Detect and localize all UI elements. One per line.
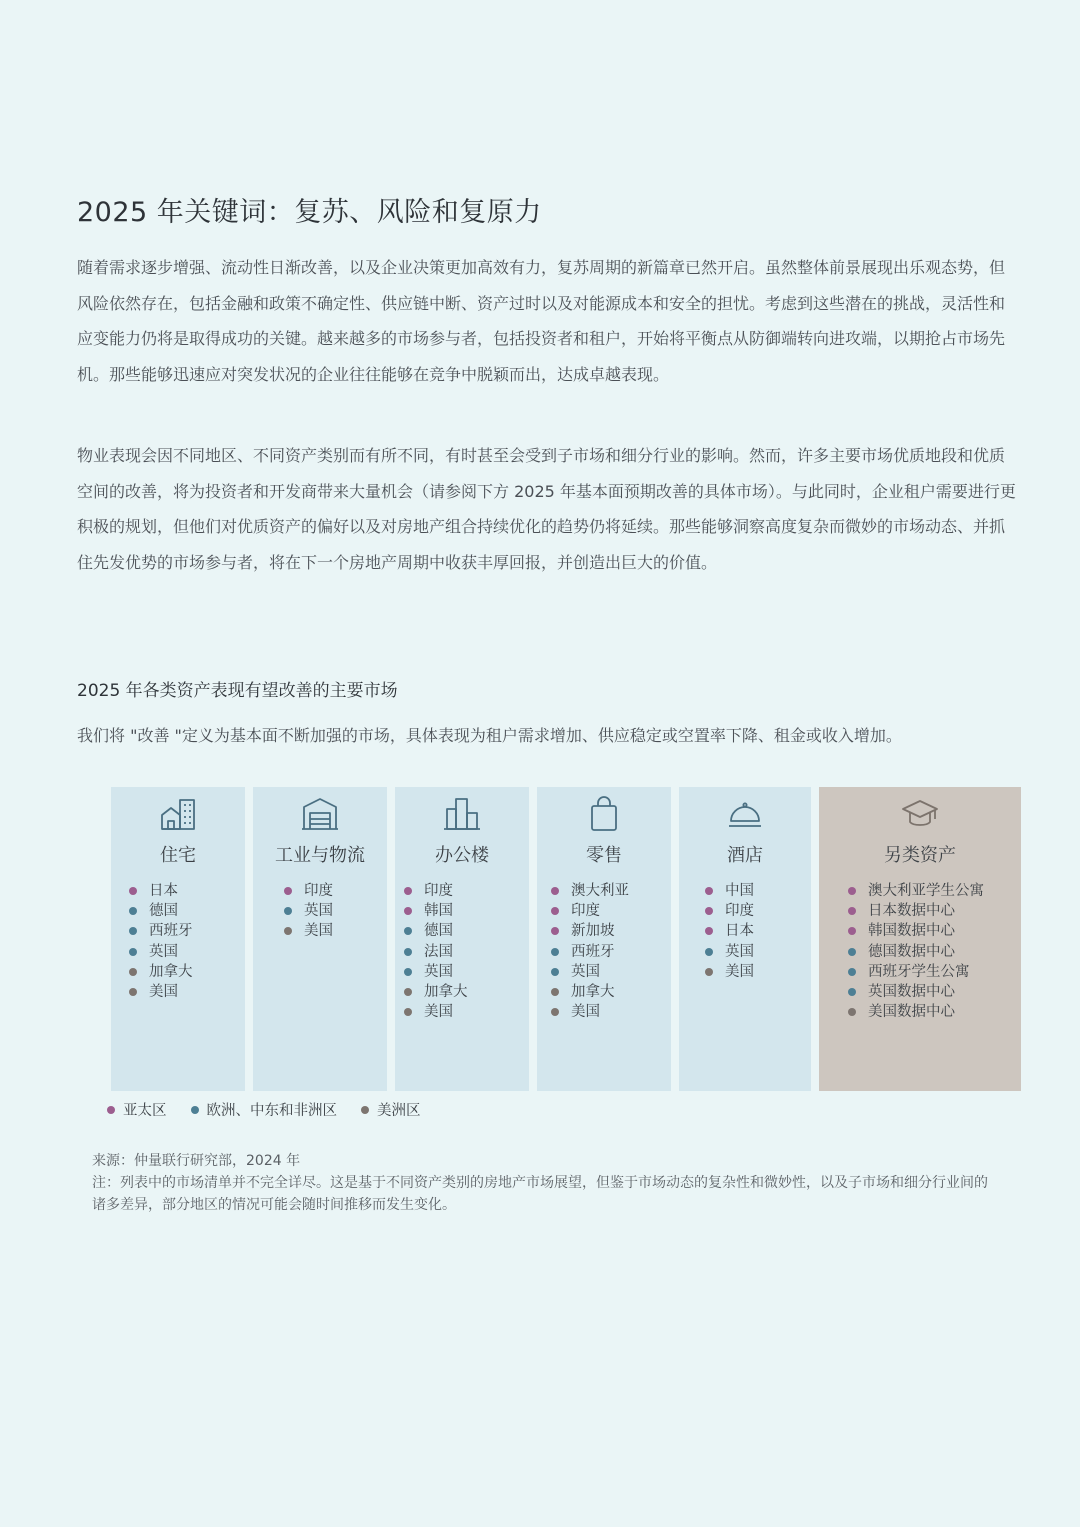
market-item bbox=[551, 982, 629, 1002]
region-dot bbox=[129, 927, 137, 935]
graduation-cap-icon bbox=[819, 795, 1021, 833]
market-name: 韩国数据中心 bbox=[868, 923, 955, 940]
region-dot bbox=[404, 948, 412, 956]
market-item bbox=[705, 942, 754, 962]
asset-column bbox=[395, 787, 529, 1091]
region-dot bbox=[848, 968, 856, 976]
asset-column bbox=[111, 787, 245, 1091]
market-name: 英国数据中心 bbox=[868, 983, 955, 1000]
body-paragraph: 物业表现会因不同地区、不同资产类别而有所不同，有时甚至会受到子市场和细分行业的影响。然而，许多主要市场优质地段和优质空间的改善，将为投资者和开发商带来大量机会（请参阅下方 2025 年基本面预期改善的具体市场）。与此同时，企业租户需要进行更积极的规划，但他们对优质资产的偏好以及对房地产组合持续优化的趋势仍将延续。那些能够洞察高度复杂而微妙的市场动态、并抓住先发优势的市场参与者，将在下一个房地产周期中收获丰厚回报，并创造出巨大的价值。 bbox=[77, 446, 1016, 572]
asset-column-title: 零售 bbox=[586, 845, 622, 866]
source-text: 来源：仲量联行研究部，2024 年 bbox=[92, 1153, 301, 1169]
market-item bbox=[129, 901, 193, 921]
market-name: 美国 bbox=[725, 963, 754, 980]
market-item bbox=[848, 982, 984, 1002]
market-name: 英国 bbox=[304, 903, 333, 920]
market-list bbox=[848, 881, 984, 1022]
market-item bbox=[848, 901, 984, 921]
market-item bbox=[404, 901, 468, 921]
market-item bbox=[129, 982, 193, 1002]
asset-column-title: 酒店 bbox=[727, 845, 763, 866]
residential-building-icon bbox=[111, 795, 245, 833]
market-list bbox=[705, 881, 754, 982]
market-name: 日本 bbox=[725, 923, 754, 940]
market-list bbox=[129, 881, 193, 1002]
region-dot bbox=[129, 887, 137, 895]
region-dot bbox=[129, 907, 137, 915]
definition-text: 我们将 "改善 "定义为基本面不断加强的市场，具体表现为租户需求增加、供应稳定或空置率下降、租金或收入增加。 bbox=[77, 726, 902, 745]
market-name: 西班牙 bbox=[149, 923, 193, 940]
region-dot bbox=[284, 927, 292, 935]
market-item bbox=[848, 942, 984, 962]
region-dot bbox=[551, 948, 559, 956]
market-list bbox=[551, 881, 629, 1022]
region-dot bbox=[705, 927, 713, 935]
region-dot bbox=[404, 1008, 412, 1016]
market-name: 德国数据中心 bbox=[868, 943, 955, 960]
region-dot bbox=[404, 968, 412, 976]
region-dot bbox=[129, 968, 137, 976]
market-item bbox=[551, 921, 629, 941]
market-name: 美国 bbox=[304, 923, 333, 940]
region-dot bbox=[848, 887, 856, 895]
footnote-text: 注：列表中的市场清单并不完全详尽。这是基于不同资产类别的房地产市场展望，但鉴于市场动态的复杂性和微妙性，以及子市场和细分行业间的诸多差异，部分地区的情况可能会随时间推移而发生变化。 bbox=[92, 1175, 988, 1213]
region-dot bbox=[705, 948, 713, 956]
market-item bbox=[404, 1002, 468, 1022]
market-item bbox=[848, 962, 984, 982]
region-legend bbox=[107, 1099, 445, 1120]
market-name: 日本 bbox=[149, 883, 178, 899]
region-dot bbox=[848, 988, 856, 996]
region-dot bbox=[705, 968, 713, 976]
market-name: 印度 bbox=[571, 903, 600, 920]
market-name: 加拿大 bbox=[149, 963, 193, 980]
shopping-bag-icon bbox=[537, 795, 671, 833]
service-bell-icon bbox=[679, 795, 811, 833]
asset-column-title: 另类资产 bbox=[884, 845, 956, 866]
asset-column-title: 住宅 bbox=[160, 845, 196, 866]
legend-item bbox=[361, 1099, 421, 1120]
asset-column bbox=[819, 787, 1021, 1091]
region-dot bbox=[404, 927, 412, 935]
market-item bbox=[848, 921, 984, 941]
market-name: 印度 bbox=[725, 903, 754, 920]
market-name: 美国 bbox=[424, 1004, 453, 1021]
market-item bbox=[404, 962, 468, 982]
market-item bbox=[551, 962, 629, 982]
market-item bbox=[551, 942, 629, 962]
market-item bbox=[404, 942, 468, 962]
market-item bbox=[848, 881, 984, 901]
intro-paragraph: 随着需求逐步增强、流动性日渐改善，以及企业决策更加高效有力，复苏周期的新篇章已然开启。虽然整体前景展现出乐观态势，但风险依然存在，包括金融和政策不确定性、供应链中断、资产过时以及对能源成本和安全的担忧。考虑到这些潜在的挑战，灵活性和应变能力仍将是取得成功的关键。越来越多的市场参与者，包括投资者和租户，开始将平衡点从防御端转向进攻端，以期抢占市场先机。那些能够迅速应对突发状况的企业往往能够在竞争中脱颖而出，达成卓越表现。 bbox=[77, 258, 1006, 384]
asset-column bbox=[253, 787, 387, 1091]
asset-column bbox=[537, 787, 671, 1091]
market-name: 英国 bbox=[149, 943, 178, 960]
market-name: 法国 bbox=[424, 943, 453, 960]
region-dot bbox=[129, 988, 137, 996]
market-item bbox=[129, 881, 193, 901]
legend-item bbox=[107, 1099, 167, 1120]
market-name: 美国数据中心 bbox=[868, 1004, 955, 1021]
market-name: 英国 bbox=[725, 943, 754, 960]
region-dot bbox=[551, 907, 559, 915]
source-note bbox=[92, 1150, 992, 1216]
market-item bbox=[404, 881, 468, 901]
asset-column-title: 办公楼 bbox=[435, 845, 489, 866]
market-name: 新加坡 bbox=[571, 923, 615, 940]
market-list bbox=[284, 881, 333, 942]
region-dot bbox=[404, 988, 412, 996]
market-item bbox=[551, 1002, 629, 1022]
page-title: 2025 年关键词：复苏、风险和复原力 bbox=[77, 197, 542, 228]
region-dot bbox=[404, 887, 412, 895]
region-dot bbox=[848, 927, 856, 935]
market-item bbox=[129, 962, 193, 982]
legend-dot bbox=[107, 1106, 115, 1114]
legend-item bbox=[191, 1099, 338, 1120]
market-item bbox=[848, 1002, 984, 1022]
legend-label: 亚太区 bbox=[123, 1103, 167, 1119]
market-item bbox=[404, 982, 468, 1002]
region-dot bbox=[705, 907, 713, 915]
market-item bbox=[129, 942, 193, 962]
market-name: 德国 bbox=[424, 923, 453, 940]
region-dot bbox=[551, 1008, 559, 1016]
region-dot bbox=[551, 887, 559, 895]
region-dot bbox=[551, 927, 559, 935]
region-dot bbox=[551, 968, 559, 976]
region-dot bbox=[551, 988, 559, 996]
office-tower-icon bbox=[395, 795, 529, 833]
market-name: 西班牙 bbox=[571, 943, 615, 960]
market-name: 英国 bbox=[424, 963, 453, 980]
market-item bbox=[551, 901, 629, 921]
market-name: 德国 bbox=[149, 903, 178, 920]
legend-label: 美洲区 bbox=[377, 1103, 421, 1119]
market-name: 加拿大 bbox=[571, 983, 615, 1000]
legend-label: 欧洲、中东和非洲区 bbox=[206, 1103, 337, 1119]
region-dot bbox=[705, 887, 713, 895]
market-name: 西班牙学生公寓 bbox=[868, 963, 970, 980]
market-name: 澳大利亚学生公寓 bbox=[868, 883, 984, 899]
legend-dot bbox=[361, 1106, 369, 1114]
market-item bbox=[284, 921, 333, 941]
market-item bbox=[705, 901, 754, 921]
market-name: 中国 bbox=[725, 883, 754, 899]
market-name: 美国 bbox=[149, 983, 178, 1000]
market-item bbox=[284, 881, 333, 901]
market-name: 韩国 bbox=[424, 903, 453, 920]
legend-dot bbox=[191, 1106, 199, 1114]
region-dot bbox=[848, 1008, 856, 1016]
region-dot bbox=[284, 887, 292, 895]
market-name: 印度 bbox=[424, 883, 453, 899]
market-name: 印度 bbox=[304, 883, 333, 899]
warehouse-icon bbox=[253, 795, 387, 833]
region-dot bbox=[404, 907, 412, 915]
market-list bbox=[404, 881, 468, 1022]
asset-column bbox=[679, 787, 811, 1091]
market-item bbox=[404, 921, 468, 941]
asset-class-table bbox=[111, 787, 1021, 1091]
market-item bbox=[705, 881, 754, 901]
market-name: 澳大利亚 bbox=[571, 883, 629, 899]
market-name: 加拿大 bbox=[424, 983, 468, 1000]
market-name: 英国 bbox=[571, 963, 600, 980]
region-dot bbox=[129, 948, 137, 956]
market-item bbox=[551, 881, 629, 901]
region-dot bbox=[848, 948, 856, 956]
section-title: 2025 年各类资产表现有望改善的主要市场 bbox=[77, 681, 398, 701]
market-item bbox=[705, 921, 754, 941]
market-item bbox=[284, 901, 333, 921]
market-name: 美国 bbox=[571, 1004, 600, 1021]
region-dot bbox=[848, 907, 856, 915]
region-dot bbox=[284, 907, 292, 915]
market-item bbox=[705, 962, 754, 982]
market-item bbox=[129, 921, 193, 941]
asset-column-title: 工业与物流 bbox=[275, 845, 365, 866]
market-name: 日本数据中心 bbox=[868, 903, 955, 920]
